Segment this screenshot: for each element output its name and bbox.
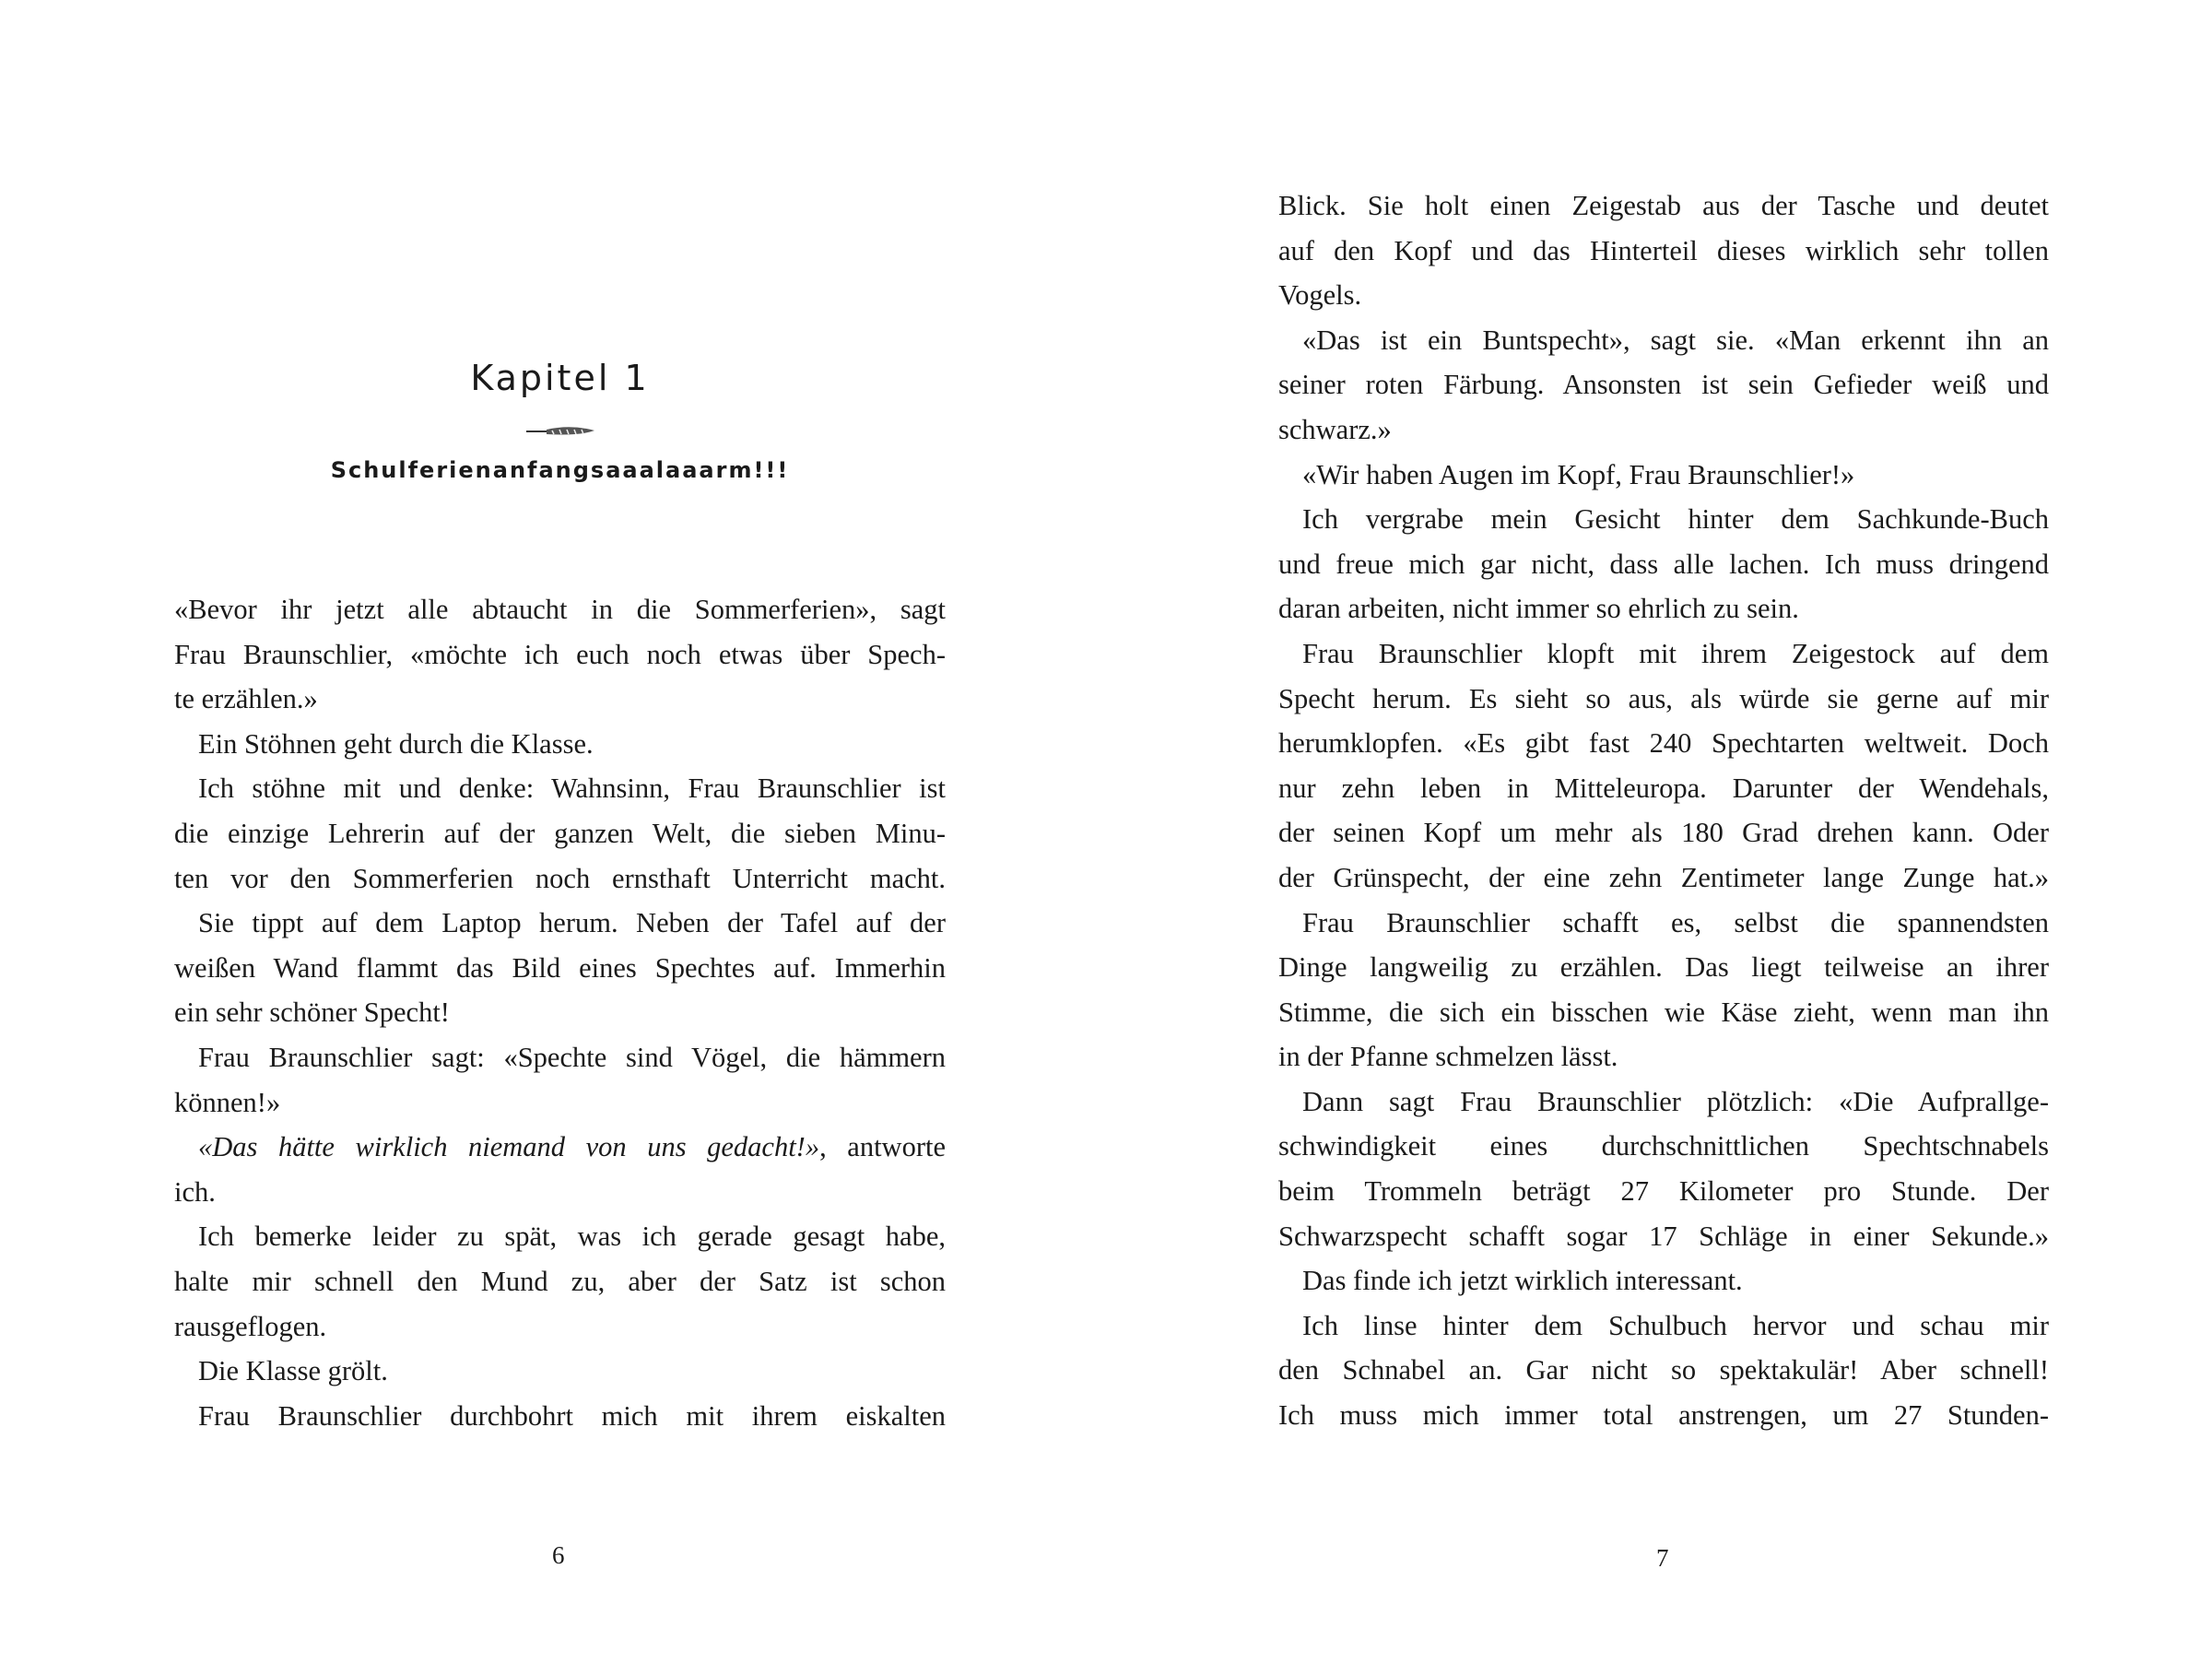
line-text: «Das ist ein Buntspecht», sagt sie. «Man erkennt ihn an bbox=[1302, 324, 2049, 356]
line-text: Die Klasse grölt. bbox=[198, 1355, 388, 1387]
line-text: Frau Braunschlier sagt: «Spechte sind Vögel, die hämmern bbox=[198, 1041, 946, 1073]
text-line bbox=[1278, 1214, 2049, 1259]
text-line bbox=[1278, 362, 2049, 407]
line-text: Ein Stöhnen geht durch die Klasse. bbox=[198, 727, 594, 760]
line-text: und freue mich gar nicht, dass alle lachen. Ich muss dringend bbox=[1278, 548, 2049, 580]
line-text: rausgeflogen. bbox=[174, 1310, 327, 1342]
line-text: in der Pfanne schmelzen lässt. bbox=[1278, 1041, 1618, 1073]
text-line bbox=[1278, 1348, 2049, 1393]
text-line bbox=[1278, 586, 2049, 631]
text-line bbox=[1278, 229, 2049, 274]
line-text: nur zehn leben in Mitteleuropa. Darunter der Wendehals, bbox=[1278, 772, 2049, 804]
line-text: Das finde ich jetzt wirklich interessant. bbox=[1302, 1265, 1743, 1297]
text-line bbox=[174, 1304, 946, 1350]
text-line bbox=[174, 1170, 946, 1215]
text-line bbox=[174, 811, 946, 856]
line-text: können!» bbox=[174, 1086, 281, 1118]
text-line bbox=[1278, 318, 2049, 363]
text-line bbox=[174, 856, 946, 902]
italic-text: «Das hätte wirklich niemand von uns gedacht!» bbox=[198, 1131, 820, 1163]
text-line bbox=[174, 1349, 946, 1394]
line-text: schwarz.» bbox=[1278, 413, 1392, 445]
line-text: seiner roten Färbung. Ansonsten ist sein Gefieder weiß und bbox=[1278, 369, 2049, 401]
text-line bbox=[1278, 766, 2049, 811]
text-line bbox=[1278, 810, 2049, 855]
text-line bbox=[174, 1035, 946, 1080]
line-text: der seinen Kopf um mehr als 180 Grad drehen kann. Oder bbox=[1278, 817, 2049, 849]
text-line bbox=[1278, 273, 2049, 318]
text-line bbox=[1278, 677, 2049, 722]
line-text: Ich linse hinter dem Schulbuch hervor und schau mir bbox=[1302, 1309, 2049, 1341]
text-line bbox=[1278, 497, 2049, 542]
line-text: die einzige Lehrerin auf der ganzen Welt, die sieben Minu- bbox=[174, 817, 946, 849]
text-line bbox=[174, 1214, 946, 1259]
text-line bbox=[1278, 990, 2049, 1035]
right-body-text bbox=[1278, 183, 2049, 1438]
line-text: Ich bemerke leider zu spät, was ich gerade gesagt habe, bbox=[198, 1221, 946, 1253]
text-line bbox=[1278, 721, 2049, 766]
chapter-subtitle: Schulferienanfangsaaalaaarm!!! bbox=[330, 457, 790, 483]
line-text: Frau Braunschlier klopft mit ihrem Zeigestock auf dem bbox=[1302, 637, 2049, 669]
line-text: Dann sagt Frau Braunschlier plötzlich: «Die Aufprallge- bbox=[1302, 1085, 2049, 1117]
line-text: Ich stöhne mit und denke: Wahnsinn, Frau Braunschlier ist bbox=[198, 773, 946, 805]
text-line bbox=[1278, 901, 2049, 946]
line-text: Frau Braunschlier, «möchte ich euch noch etwas über Spech- bbox=[174, 638, 946, 670]
line-text: Schwarzspecht schafft sogar 17 Schläge in einer Sekunde.» bbox=[1278, 1220, 2049, 1252]
text-line bbox=[1278, 183, 2049, 229]
line-text: beim Trommeln beträgt 27 Kilometer pro Stunde. Der bbox=[1278, 1175, 2049, 1208]
line-text: Frau Braunschlier durchbohrt mich mit ihrem eiskalten bbox=[198, 1399, 946, 1432]
text-line bbox=[174, 1259, 946, 1304]
text-line bbox=[1278, 1258, 2049, 1303]
line-text: Sie tippt auf dem Laptop herum. Neben der Tafel auf der bbox=[198, 907, 946, 939]
text-line bbox=[174, 766, 946, 811]
line-text: halte mir schnell den Mund zu, aber der Satz ist schon bbox=[174, 1265, 946, 1297]
text-line bbox=[174, 1080, 946, 1126]
line-text: «Wir haben Augen im Kopf, Frau Braunschlier!» bbox=[1302, 458, 1855, 490]
text-line bbox=[1278, 453, 2049, 498]
line-text: Stimme, die sich ein bisschen wie Käse zieht, wenn man ihn bbox=[1278, 996, 2049, 1028]
text-line bbox=[1278, 631, 2049, 677]
text-line bbox=[1278, 855, 2049, 901]
left-page bbox=[174, 0, 946, 1675]
text-line bbox=[174, 587, 946, 632]
line-text: «Bevor ihr jetzt alle abtaucht in die Sommerferien», sagt bbox=[174, 594, 946, 625]
line-text: der Grünspecht, der eine zehn Zentimeter lange Zunge hat.» bbox=[1278, 861, 2049, 893]
line-text: Blick. Sie holt einen Zeigestab aus der Tasche und deutet bbox=[1278, 190, 2049, 221]
page-number: 6 bbox=[552, 1541, 565, 1569]
text-line bbox=[174, 990, 946, 1035]
line-text: daran arbeiten, nicht immer so ehrlich zu sein. bbox=[1278, 593, 1799, 625]
text-line bbox=[1278, 1303, 2049, 1349]
line-text: Vogels. bbox=[1278, 279, 1362, 312]
line-text: Specht herum. Es sieht so aus, als würde sie gerne auf mir bbox=[1278, 682, 2049, 714]
line-text: Ich muss mich immer total anstrengen, um 27 Stunden- bbox=[1278, 1399, 2049, 1432]
text-line bbox=[1278, 945, 2049, 990]
feather-icon bbox=[524, 424, 598, 439]
text-line bbox=[1278, 407, 2049, 453]
text-line bbox=[174, 901, 946, 946]
line-text: Frau Braunschlier schafft es, selbst die spannendsten bbox=[1302, 906, 2049, 938]
text-line bbox=[174, 677, 946, 722]
line-text: Dinge langweilig zu erzählen. Das liegt teilweise an ihrer bbox=[1278, 951, 2049, 984]
text-line bbox=[1278, 1034, 2049, 1079]
line-text: auf den Kopf und das Hinterteil dieses wirklich sehr tollen bbox=[1278, 234, 2049, 266]
text-line bbox=[1278, 1169, 2049, 1214]
line-text: weißen Wand flammt das Bild eines Spechtes auf. Immerhin bbox=[174, 951, 946, 984]
page-number: 7 bbox=[1656, 1544, 1669, 1572]
line-text: ten vor den Sommerferien noch ernsthaft Unterricht macht. bbox=[174, 862, 946, 894]
text-line bbox=[174, 632, 946, 678]
line-text: Ich vergrabe mein Gesicht hinter dem Sachkunde-Buch bbox=[1302, 503, 2049, 536]
line-text: te erzählen.» bbox=[174, 683, 318, 715]
text-line bbox=[1278, 1124, 2049, 1169]
line-text: ich. bbox=[174, 1175, 216, 1208]
text-line bbox=[174, 946, 946, 991]
text-line bbox=[174, 722, 946, 767]
line-text: schwindigkeit eines durchschnittlichen Spechtschnabels bbox=[1278, 1130, 2049, 1162]
line-text: den Schnabel an. Gar nicht so spektakulär! Aber schnell! bbox=[1278, 1354, 2049, 1386]
text-line bbox=[1278, 1393, 2049, 1438]
text-line bbox=[1278, 542, 2049, 587]
left-body-text bbox=[174, 587, 946, 1438]
right-page bbox=[1278, 0, 2049, 1675]
line-text: ein sehr schöner Specht! bbox=[174, 997, 450, 1029]
line-text: , antworte bbox=[819, 1131, 946, 1163]
text-line bbox=[174, 1394, 946, 1439]
text-line bbox=[174, 1125, 946, 1170]
chapter-title: Kapitel 1 bbox=[470, 358, 650, 398]
line-text: herumklopfen. «Es gibt fast 240 Spechtarten weltweit. Doch bbox=[1278, 727, 2049, 760]
text-line bbox=[1278, 1079, 2049, 1125]
